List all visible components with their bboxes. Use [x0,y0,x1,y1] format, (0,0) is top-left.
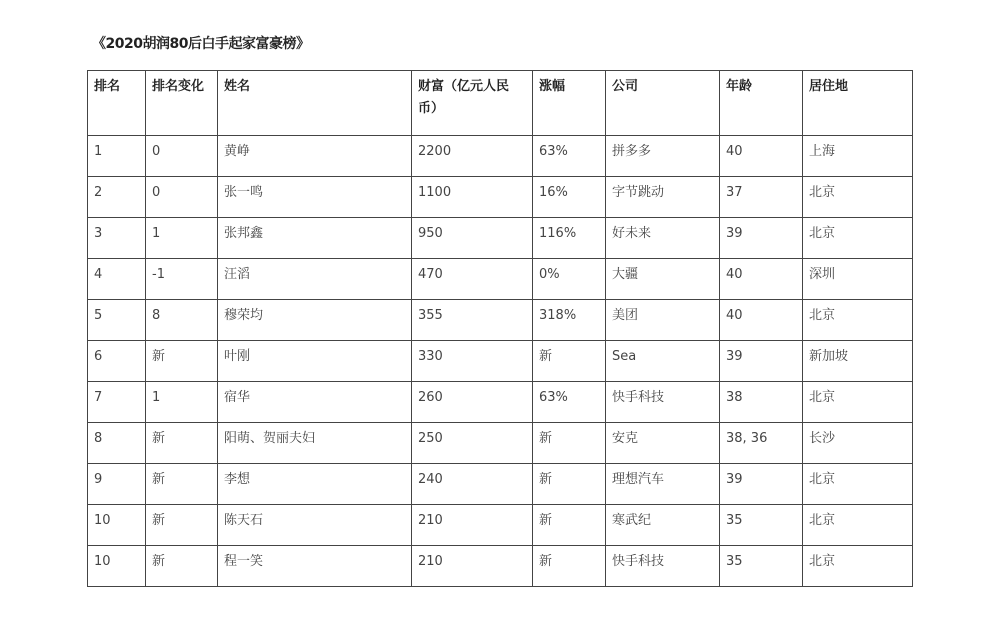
cell-name: 阳萌、贺丽夫妇 [218,423,412,464]
table-row [88,341,913,382]
cell-wealth: 1100 [412,177,533,218]
cell-wealth: 330 [412,341,533,382]
cell-rank: 10 [88,505,146,546]
cell-growth: 新 [533,423,606,464]
cell-wealth: 2200 [412,136,533,177]
cell-rank: 1 [88,136,146,177]
cell-residence: 上海 [803,136,913,177]
cell-rank-change: 1 [146,218,218,259]
cell-residence: 北京 [803,218,913,259]
cell-company: 快手科技 [606,382,720,423]
cell-company: 理想汽车 [606,464,720,505]
cell-age: 39 [720,341,803,382]
cell-rank-change: 新 [146,505,218,546]
cell-name: 程一笑 [218,546,412,587]
cell-rank: 8 [88,423,146,464]
cell-rank: 3 [88,218,146,259]
cell-age: 40 [720,259,803,300]
header-growth: 涨幅 [533,71,606,136]
cell-rank-change: 1 [146,382,218,423]
cell-company: 快手科技 [606,546,720,587]
cell-growth: 63% [533,382,606,423]
cell-growth: 63% [533,136,606,177]
cell-name: 穆荣均 [218,300,412,341]
table-row [88,464,913,505]
cell-wealth: 240 [412,464,533,505]
cell-company: 寒武纪 [606,505,720,546]
table-body [88,136,913,587]
cell-growth: 新 [533,505,606,546]
cell-growth: 16% [533,177,606,218]
cell-name: 汪滔 [218,259,412,300]
cell-rank-change: 8 [146,300,218,341]
cell-company: 美团 [606,300,720,341]
cell-rank-change: 新 [146,464,218,505]
cell-rank-change: 0 [146,136,218,177]
cell-growth: 318% [533,300,606,341]
cell-name: 张邦鑫 [218,218,412,259]
cell-growth: 新 [533,546,606,587]
cell-name: 李想 [218,464,412,505]
table-header [88,71,913,136]
cell-name: 张一鸣 [218,177,412,218]
cell-rank: 6 [88,341,146,382]
cell-rank: 10 [88,546,146,587]
cell-wealth: 250 [412,423,533,464]
cell-company: 大疆 [606,259,720,300]
cell-name: 陈天石 [218,505,412,546]
header-rank: 排名 [88,71,146,136]
cell-rank-change: 新 [146,341,218,382]
header-age: 年龄 [720,71,803,136]
cell-company: 字节跳动 [606,177,720,218]
cell-rank: 9 [88,464,146,505]
cell-age: 38 [720,382,803,423]
cell-rank: 2 [88,177,146,218]
cell-residence: 北京 [803,464,913,505]
cell-rank-change: 新 [146,546,218,587]
cell-age: 38, 36 [720,423,803,464]
table-row [88,423,913,464]
cell-age: 35 [720,546,803,587]
cell-wealth: 950 [412,218,533,259]
cell-residence: 北京 [803,382,913,423]
cell-company: Sea [606,341,720,382]
cell-wealth: 470 [412,259,533,300]
cell-age: 39 [720,218,803,259]
cell-name: 宿华 [218,382,412,423]
cell-residence: 新加坡 [803,341,913,382]
cell-rank: 5 [88,300,146,341]
cell-age: 40 [720,136,803,177]
header-residence: 居住地 [803,71,913,136]
table-row [88,546,913,587]
cell-company: 好未来 [606,218,720,259]
header-wealth: 财富（亿元人民币） [412,71,533,136]
cell-rank: 7 [88,382,146,423]
cell-age: 39 [720,464,803,505]
cell-name: 黄峥 [218,136,412,177]
cell-company: 拼多多 [606,136,720,177]
cell-residence: 深圳 [803,259,913,300]
cell-residence: 北京 [803,177,913,218]
cell-rank-change: 0 [146,177,218,218]
header-name: 姓名 [218,71,412,136]
cell-company: 安克 [606,423,720,464]
ranking-table [87,70,913,587]
cell-rank: 4 [88,259,146,300]
table-row [88,218,913,259]
cell-residence: 长沙 [803,423,913,464]
header-rank-change: 排名变化 [146,71,218,136]
table-row [88,259,913,300]
cell-residence: 北京 [803,300,913,341]
cell-growth: 新 [533,464,606,505]
header-row [88,71,913,136]
table-row [88,136,913,177]
cell-wealth: 355 [412,300,533,341]
table-row [88,300,913,341]
cell-age: 40 [720,300,803,341]
cell-wealth: 210 [412,505,533,546]
cell-residence: 北京 [803,546,913,587]
cell-residence: 北京 [803,505,913,546]
cell-wealth: 210 [412,546,533,587]
table-row [88,505,913,546]
cell-rank-change: 新 [146,423,218,464]
table-row [88,382,913,423]
page-title: 《2020胡润80后白手起家富豪榜》 [92,36,310,52]
cell-wealth: 260 [412,382,533,423]
cell-age: 35 [720,505,803,546]
cell-age: 37 [720,177,803,218]
table-row [88,177,913,218]
cell-name: 叶刚 [218,341,412,382]
header-company: 公司 [606,71,720,136]
cell-growth: 新 [533,341,606,382]
cell-growth: 116% [533,218,606,259]
cell-rank-change: -1 [146,259,218,300]
cell-growth: 0% [533,259,606,300]
